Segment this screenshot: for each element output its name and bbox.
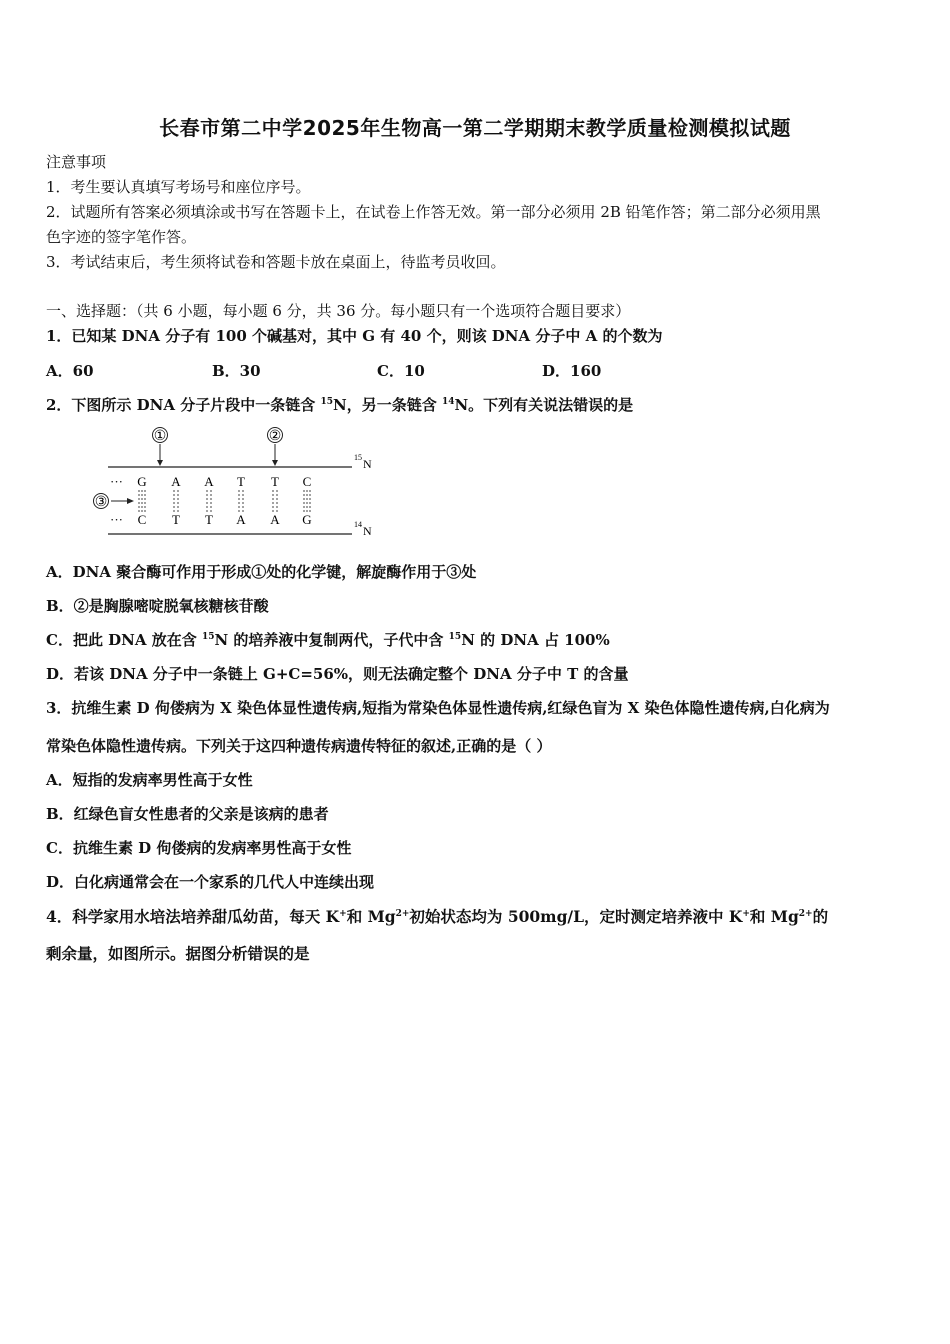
q3-stem-line1: 3．抗维生素 D 佝偻病为 X 染色体显性遗传病,短指为常染色体显性遗传病,红绿色盲为 X 染色体隐性遗传病,白化病为 <box>46 699 830 717</box>
q2-stem-a: 2．下图所示 DNA 分子片段中一条链含 <box>46 396 321 414</box>
q2-option-c-a: C．把此 DNA 放在含 <box>46 631 202 649</box>
bottom-bases <box>138 512 312 527</box>
notice-item-2: 2．试题所有答案必须填涂或书写在答题卡上，在试卷上作答无效。第一部分必须用 2B 铅笔作答；第二部分必须用黑 <box>46 203 821 221</box>
bottom-base: T <box>172 512 180 527</box>
hydrogen-bonds <box>139 490 310 512</box>
q2-option-c <box>46 630 610 650</box>
top-base: A <box>171 474 181 489</box>
q3-option-b: B．红绿色盲女性患者的父亲是该病的患者 <box>46 805 329 823</box>
bottom-label-sup: 14 <box>354 520 362 529</box>
q4-stem-line1 <box>46 907 828 927</box>
bottom-ellipsis: ··· <box>110 512 123 527</box>
exam-title: 长春市第二中学2025年生物高一第二学期期末教学质量检测模拟试题 <box>159 116 791 140</box>
q1-stem: 1．已知某 DNA 分子有 100 个碱基对，其中 G 有 40 个，则该 DNA 分子中 A 的个数为 <box>46 327 663 345</box>
q3-option-d: D．白化病通常会在一个家系的几代人中连续出现 <box>46 873 375 891</box>
dna-fragment-diagram <box>90 424 390 542</box>
marker-1: ① <box>153 429 167 444</box>
q4-sup-k: + <box>339 909 347 919</box>
q4-stem-line2: 剩余量，如图所示。据图分析错误的是 <box>46 944 310 963</box>
q4-sup-mg2: 2+ <box>798 909 813 919</box>
top-bases <box>137 474 311 489</box>
marker-3: ③ <box>94 495 108 510</box>
top-base: G <box>137 474 147 489</box>
q2-stem-sup1: 15 <box>320 397 333 407</box>
section-heading: 一、选择题：（共 6 小题，每小题 6 分，共 36 分。每小题只有一个选项符合题目要求） <box>46 302 631 320</box>
bottom-label: N <box>363 524 372 538</box>
q2-option-b: B．②是胸腺嘧啶脱氧核糖核苷酸 <box>46 597 269 615</box>
q2-option-c-b: N 的培养液中复制两代，子代中含 <box>214 631 449 649</box>
q4-text-d: 和 Mg <box>749 907 799 926</box>
q2-option-c-c: N 的 DNA 占 100% <box>461 631 610 649</box>
q2-stem-b: N，另一条链含 <box>333 396 442 414</box>
bottom-base: C <box>137 512 147 527</box>
notice-heading: 注意事项 <box>46 153 107 171</box>
q4-sup-k2: + <box>742 909 750 919</box>
q4-text-c: 初始状态均为 500mg/L，定时测定培养液中 K <box>409 907 743 926</box>
marker-3-arrow-head <box>127 498 134 504</box>
top-base: T <box>237 474 245 489</box>
bottom-base: A <box>270 512 280 527</box>
marker-2-arrow-head <box>272 460 278 466</box>
notice-item-3: 3．考试结束后，考生须将试卷和答题卡放在桌面上，待监考员收回。 <box>46 253 506 271</box>
notice-item-2-cont: 色字迹的签字笔作答。 <box>46 228 197 246</box>
q2-option-c-sup1: 15 <box>201 632 215 642</box>
q2-option-a: A．DNA 聚合酶可作用于形成①处的化学键，解旋酶作用于③处 <box>46 563 477 581</box>
q1-option-c: C．10 <box>377 362 425 380</box>
q2-option-d: D．若该 DNA 分子中一条链上 G+C=56%，则无法确定整个 DNA 分子中 T 的含量 <box>46 665 629 683</box>
top-label-sup: 15 <box>354 453 362 462</box>
notice-item-1: 1．考生要认真填写考场号和座位序号。 <box>46 178 311 196</box>
bottom-base: T <box>205 512 213 527</box>
top-label: N <box>363 457 372 471</box>
marker-2: ② <box>268 429 282 444</box>
q4-text-a: 4．科学家用水培法培养甜瓜幼苗，每天 K <box>46 907 340 926</box>
bottom-base: A <box>236 512 246 527</box>
q2-option-c-sup2: 15 <box>448 632 462 642</box>
q1-option-d: D．160 <box>542 362 602 380</box>
q1-option-b: B．30 <box>212 362 261 380</box>
marker-1-arrow-head <box>157 460 163 466</box>
bottom-base: G <box>302 512 312 527</box>
q4-sup-mg: 2+ <box>395 909 410 919</box>
q1-option-a: A．60 <box>46 362 94 380</box>
q4-text-b: 和 Mg <box>346 907 396 926</box>
top-base: C <box>302 474 312 489</box>
top-base: A <box>204 474 214 489</box>
q3-stem-line2: 常染色体隐性遗传病。下列关于这四种遗传病遗传特征的叙述,正确的是（ ） <box>46 737 552 755</box>
q4-text-e: 的 <box>812 907 829 926</box>
q2-stem-c: N。下列有关说法错误的是 <box>454 396 634 414</box>
q2-stem-sup2: 14 <box>441 397 455 407</box>
q3-option-c: C．抗维生素 D 佝偻病的发病率男性高于女性 <box>46 839 352 857</box>
q2-stem <box>46 395 633 415</box>
top-ellipsis: ··· <box>110 474 123 489</box>
top-base: T <box>271 474 279 489</box>
q3-option-a: A．短指的发病率男性高于女性 <box>46 771 253 789</box>
